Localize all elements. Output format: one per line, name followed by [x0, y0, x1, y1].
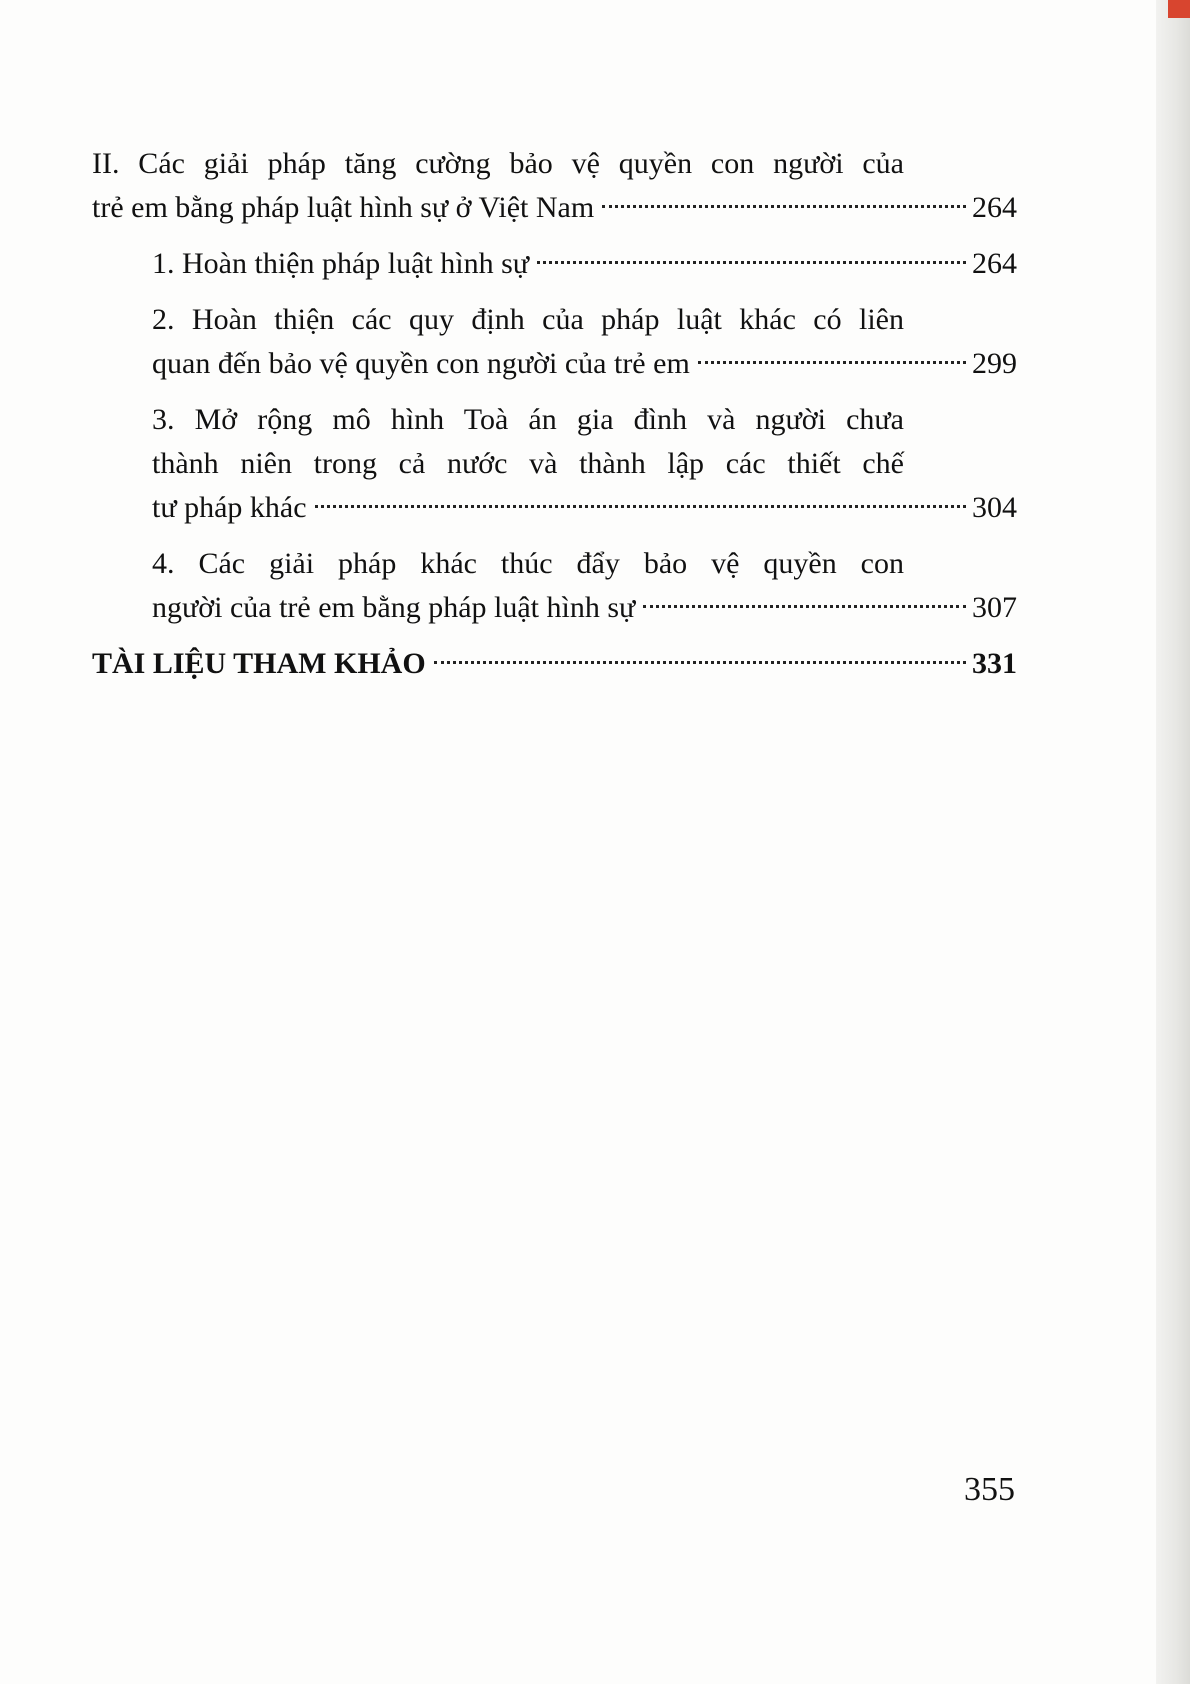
dot-leader	[602, 205, 966, 208]
toc-entry-references[interactable]	[92, 642, 1017, 686]
toc-entry-text: 1. Hoàn thiện pháp luật hình sự	[152, 247, 530, 280]
toc-page-number: 264	[972, 247, 1017, 280]
dot-leader	[434, 661, 966, 664]
toc-entry-text: II. Các giải pháp tăng cường bảo vệ quyền con người của	[92, 147, 904, 180]
toc-entry-text: 3. Mở rộng mô hình Toà án gia đình và người chưa	[152, 403, 904, 436]
toc-page-number: 304	[972, 491, 1017, 524]
toc-page-number: 264	[972, 191, 1017, 224]
toc-entry-text: thành niên trong cả nước và thành lập các thiết chế	[152, 447, 904, 480]
cover-corner	[1168, 0, 1190, 18]
toc-entry-text: 2. Hoàn thiện các quy định của pháp luật khác có liên	[152, 303, 904, 336]
toc-page-number: 307	[972, 591, 1017, 624]
dot-leader	[537, 261, 966, 264]
page-edge-shadow	[1156, 0, 1190, 1684]
toc-entry-4[interactable]	[92, 542, 1017, 630]
toc-entry-section-ii[interactable]	[92, 142, 1017, 230]
toc-entry-2[interactable]	[92, 298, 1017, 386]
toc-page-number: 331	[972, 647, 1017, 680]
toc-entry-1[interactable]	[92, 242, 1017, 286]
toc-entry-last-line	[152, 586, 1017, 630]
toc-entry-text: trẻ em bằng pháp luật hình sự ở Việt Nam	[92, 191, 595, 224]
toc-entry-last-line	[92, 186, 1017, 230]
toc-entry-last-line	[152, 342, 1017, 386]
toc-entry-3[interactable]	[92, 398, 1017, 530]
page-number: 355	[964, 1471, 1015, 1508]
dot-leader	[315, 505, 966, 508]
toc-entry-last-line	[152, 486, 1017, 530]
dot-leader	[698, 361, 966, 364]
dot-leader	[643, 605, 966, 608]
toc-entry-text: người của trẻ em bằng pháp luật hình sự	[152, 591, 636, 624]
toc-entry-text: quan đến bảo vệ quyền con người của trẻ em	[152, 347, 690, 380]
toc-entry-text: 4. Các giải pháp khác thúc đẩy bảo vệ quyền con	[152, 547, 904, 580]
toc-page-number: 299	[972, 347, 1017, 380]
table-of-contents	[92, 142, 1017, 698]
toc-entry-text: tư pháp khác	[152, 491, 307, 524]
toc-entry-text: TÀI LIỆU THAM KHẢO	[92, 647, 426, 680]
toc-entry-last-line	[92, 642, 1017, 686]
toc-entry-last-line	[152, 242, 1017, 286]
